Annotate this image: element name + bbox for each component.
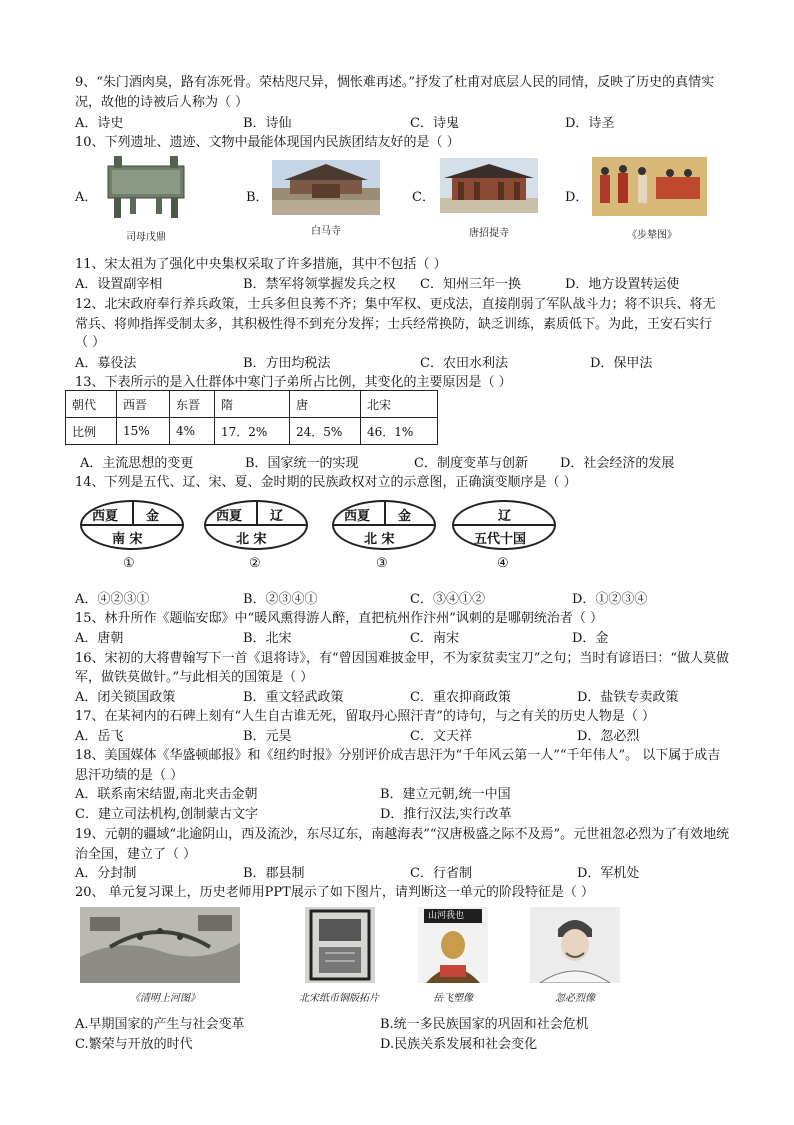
table-cell: 24．5%: [290, 418, 361, 445]
q14-number-4: ④: [497, 556, 509, 571]
q14-stem: 14、下列是五代、辽、宋、夏、金时期的民族政权对立的示意图，正确演变顺序是（ ）: [75, 475, 577, 490]
q14-option-c: C．③④①②: [410, 592, 485, 607]
song-paper-money-rubbing-image: [305, 907, 375, 983]
q16-option-d: D．盐铁专卖政策: [577, 690, 679, 705]
table-cell: 比例: [66, 418, 117, 445]
q19-option-a: A．分封制: [75, 866, 137, 881]
simuwu-ding-image: [100, 156, 192, 218]
q12-option-c: C．农田水利法: [420, 356, 508, 371]
q20-option-a: A.早期国家的产生与社会变革: [75, 1017, 245, 1032]
q10-letter-d: D．: [565, 190, 589, 205]
q14-number-3: ③: [376, 556, 388, 571]
table-cell: 15%: [117, 418, 170, 445]
q14-diagram-2: [204, 500, 308, 550]
q18-stem-line1: 18、美国媒体《华盛顿邮报》和《纽约时报》分别评价成吉思汗为“千年风云第一人”“千年伟人”。 以下属于成吉: [75, 748, 721, 763]
q10-letter-b: B．: [246, 190, 269, 205]
q19-stem-line1: 19、元朝的疆域“北逾阴山，西及流沙，东尽辽东，南越海表”“汉唐极盛之际不及焉”。元世祖忽必烈为了有效地统: [75, 827, 730, 842]
table-cell: 唐: [290, 391, 361, 418]
diagram-label: 五代十国: [474, 532, 527, 547]
q17-option-b: B．元昊: [243, 729, 292, 744]
q17-stem: 17、在某祠内的石碑上刻有“人生自古谁无死，留取丹心照汗青”的诗句，与之有关的历史人物是（ ）: [75, 709, 655, 724]
q11-option-d: D．地方设置转运使: [565, 277, 680, 292]
q18-option-c: C．建立司法机构,创制蒙古文字: [75, 807, 259, 822]
q9-option-b: B．诗仙: [243, 116, 292, 131]
q10-caption-b: 白马寺: [311, 226, 341, 237]
tangzhaotisi-image: [440, 158, 538, 213]
diagram-label: 北 宋: [236, 532, 267, 547]
q14-option-a: A．④②③①: [75, 592, 150, 607]
table-cell: 17．2%: [215, 418, 290, 445]
q12-stem-line2: 常兵、将帅指挥受制太多，其积极性得不到充分发挥；士兵经常换防，缺乏训练，素质低下。为此，王安石实行: [75, 317, 713, 332]
q12-option-a: A．募役法: [75, 356, 137, 371]
q19-stem-line2: 治全国，建立了（ ）: [75, 847, 197, 862]
q9-option-a: A．诗史: [75, 116, 124, 131]
q17-option-c: C．文天祥: [410, 729, 472, 744]
diagram-label: 辽: [270, 509, 284, 524]
table-cell: 4%: [170, 418, 215, 445]
table-cell: 隋: [215, 391, 290, 418]
diagram-label: 北 宋: [364, 532, 395, 547]
q20-option-c: C.繁荣与开放的时代: [75, 1037, 193, 1052]
diagram-label: 西夏: [344, 509, 371, 524]
q12-stem-line3: （ ）: [75, 335, 106, 350]
table-cell: 东晋: [170, 391, 215, 418]
q13-option-d: D．社会经济的发展: [560, 456, 675, 471]
q12-option-b: B．方田均税法: [243, 356, 331, 371]
diagram-label: 西夏: [216, 509, 243, 524]
q15-option-a: A．唐朝: [75, 631, 124, 646]
q15-option-c: C．南宋: [410, 631, 459, 646]
q13-table: [65, 390, 438, 445]
q15-option-b: B．北宋: [243, 631, 292, 646]
q10-caption-d: 《步辇图》: [627, 230, 677, 241]
q18-stem-line2: 思汗功绩的是（ ）: [75, 768, 184, 783]
q17-option-d: D．忽必烈: [577, 729, 640, 744]
diagram-label: 金: [146, 509, 160, 524]
q16-stem-line2: 军，做铁莫做针。”与此相关的国策是（ ）: [75, 670, 314, 685]
q14-diagram-1: [80, 500, 184, 550]
q9-stem-line1: 9、“朱门酒肉臭，路有冻死骨。荣枯咫尺异，惆怅难再述。”抒发了杜甫对底层人民的同情，反映了历史的真情实: [75, 75, 715, 90]
q18-option-d: D．推行汉法,实行改革: [380, 807, 512, 822]
q13-option-b: B．国家统一的实现: [245, 456, 359, 471]
q20-caption-2: 北宋纸币铜版拓片: [299, 993, 379, 1004]
q20-option-b: B.统一多民族国家的巩固和社会危机: [380, 1017, 589, 1032]
q13-option-c: C．制度变革与创新: [414, 456, 528, 471]
diagram-label: 金: [398, 509, 412, 524]
q11-stem: 11、宋太祖为了强化中央集权采取了许多措施，其中不包括（ ）: [75, 257, 447, 272]
q13-stem: 13、下表所示的是入仕群体中寒门子弟所占比例，其变化的主要原因是（ ）: [75, 375, 512, 390]
table-row: [66, 391, 438, 418]
q18-option-a: A．联系南宋结盟,南北夹击金朝: [75, 787, 258, 802]
table-cell: 朝代: [66, 391, 117, 418]
q15-option-d: D．金: [572, 631, 609, 646]
q10-caption-a: 司母戊鼎: [126, 232, 166, 243]
q19-option-b: B．郡县制: [243, 866, 305, 881]
bunian-tu-image: [592, 157, 707, 216]
q19-option-d: D．军机处: [577, 866, 640, 881]
q20-stem: 20、 单元复习课上，历史老师用PPT展示了如下图片，请判断这一单元的阶段特征是（ ）: [75, 885, 594, 900]
q13-option-a: A．主流思想的变更: [80, 456, 194, 471]
table-cell: 西晋: [117, 391, 170, 418]
q9-stem-line2: 况，故他的诗被后人称为（ ）: [75, 95, 249, 110]
q12-stem-line1: 12、北宋政府奉行养兵政策，士兵多但良莠不齐；集中军权、更戍法，直接削弱了军队战斗力；将不识兵、将无: [75, 297, 716, 312]
q19-option-c: C．行省制: [410, 866, 472, 881]
q20-statue-plaque-text: 山河我也: [428, 911, 465, 921]
q9-option-d: D．诗圣: [565, 116, 615, 131]
q10-letter-a: A．: [75, 190, 98, 205]
q20-option-d: D.民族关系发展和社会变化: [380, 1037, 538, 1052]
kublai-khan-portrait-image: [530, 907, 620, 983]
q16-option-c: C．重农抑商政策: [410, 690, 511, 705]
q20-caption-1: 《清明上河图》: [130, 993, 200, 1004]
q14-diagram-4: [452, 500, 556, 550]
table-cell: 北宋: [361, 391, 438, 418]
q20-caption-4: 忽必烈像: [555, 993, 595, 1004]
q20-caption-3: 岳飞塑像: [433, 993, 473, 1004]
q11-option-a: A．设置副宰相: [75, 277, 163, 292]
q14-number-1: ①: [123, 556, 135, 571]
q11-option-b: B．禁军将领掌握发兵之权: [243, 277, 396, 292]
q17-option-a: A．岳飞: [75, 729, 124, 744]
diagram-label: 南 宋: [112, 532, 143, 547]
q18-option-b: B．建立元朝,统一中国: [380, 787, 511, 802]
q14-number-2: ②: [249, 556, 261, 571]
q16-option-a: A．闭关锁国政策: [75, 690, 176, 705]
q11-option-c: C．知州三年一换: [420, 277, 521, 292]
q15-stem: 15、林升所作《题临安邸》中“暖风熏得游人醉，直把杭州作汴州”讽刺的是哪朝统治者（ ）: [75, 611, 603, 626]
q16-stem-line1: 16、宋初的大将曹翰写下一首《退将诗》，有“曾因国难披金甲，不为家贫卖宝刀”之句；当时有谚语曰：“做人莫做: [75, 651, 729, 666]
q12-option-d: D．保甲法: [590, 356, 653, 371]
baimasi-image: [272, 160, 380, 215]
q14-option-d: D．①②③④: [572, 592, 648, 607]
q14-diagram-3: [332, 500, 436, 550]
qingming-shanghe-tu-image: [80, 907, 240, 983]
diagram-label: 西夏: [92, 509, 119, 524]
q10-stem: 10、下列遗址、遗迹、文物中最能体现国内民族团结友好的是（ ）: [75, 135, 460, 150]
q14-option-b: B．②③④①: [243, 592, 318, 607]
q16-option-b: B．重文轻武政策: [243, 690, 344, 705]
q10-letter-c: C．: [412, 190, 435, 205]
q9-option-c: C．诗鬼: [410, 116, 459, 131]
q10-caption-c: 唐招提寺: [469, 228, 509, 239]
table-row: [66, 418, 438, 445]
table-cell: 46．1%: [361, 418, 438, 445]
diagram-label: 辽: [498, 509, 512, 524]
